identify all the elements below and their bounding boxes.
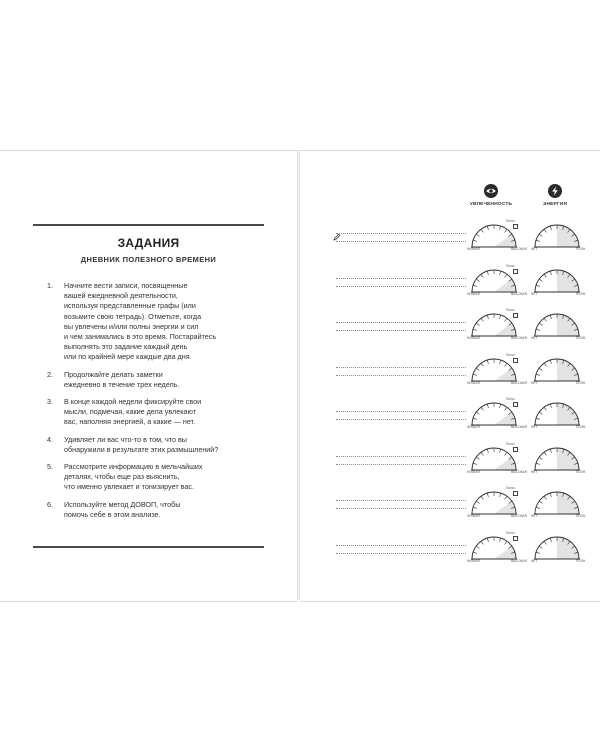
flow-label: Поток <box>506 263 515 268</box>
flow-label: Поток <box>506 352 515 357</box>
step-text: Используйте метод ДОВОП, чтобы помочь себе в этом анализе. <box>64 499 181 519</box>
energy-low-label: НЕТ <box>531 558 538 563</box>
energy-high-label: ПОЛН. <box>576 336 587 340</box>
step-number: 2. <box>47 369 53 379</box>
entry-row <box>300 258 600 298</box>
energy-high-label: ПОЛН. <box>576 291 587 296</box>
flow-checkbox[interactable] <box>513 269 518 274</box>
entry-row <box>300 525 600 565</box>
page-subtitle: ДНЕВНИК ПОЛЕЗНОГО ВРЕМЕНИ <box>80 255 217 264</box>
energy-high-label: ПОЛН. <box>576 247 587 251</box>
flow-checkbox[interactable] <box>513 491 518 496</box>
step-text: Рассмотрите информацию в мельчайших деталях, чтобы еще раз выяснить, что именно увлекает и тонизирует вас. <box>64 462 203 492</box>
flow-checkbox[interactable] <box>513 536 518 541</box>
flow-label: Поток <box>506 530 515 535</box>
energy-low-label: НЕТ <box>531 469 538 474</box>
energy-gauge[interactable] <box>529 219 585 251</box>
entry-line[interactable] <box>336 241 466 242</box>
energy-gauge[interactable] <box>529 531 585 563</box>
engagement-high-label: ВЫСОКАЯ <box>511 558 527 563</box>
engagement-gauge[interactable] <box>466 397 527 429</box>
step-number: 3. <box>47 397 53 407</box>
energy-high-label: ПОЛН. <box>576 558 587 563</box>
entry-row <box>300 391 600 431</box>
entry-line[interactable] <box>336 286 466 287</box>
top-divider <box>33 224 264 226</box>
flow-checkbox[interactable] <box>513 313 518 318</box>
engagement-high-label: ВЫСОКАЯ <box>511 336 527 340</box>
engagement-high-label: ВЫСОКАЯ <box>511 514 527 518</box>
step-text: Удивляет ли вас что-то в том, что вы обнаружили в результате этих размышлений? <box>64 434 219 454</box>
entry-line[interactable] <box>336 508 466 509</box>
step-item <box>47 397 272 428</box>
bottom-divider <box>33 546 264 548</box>
step-number: 1. <box>47 281 53 290</box>
step-item <box>47 462 272 493</box>
engagement-low-label: НИЗКАЯ <box>467 247 480 251</box>
engagement-gauge[interactable] <box>466 219 527 251</box>
engagement-low-label: НИЗКАЯ <box>467 425 480 429</box>
entry-line[interactable] <box>336 500 466 501</box>
entry-row <box>300 302 600 342</box>
engagement-low-label: НИЗКАЯ <box>467 514 480 518</box>
energy-high-label: ПОЛН. <box>576 425 587 429</box>
energy-low-label: НЕТ <box>531 336 538 340</box>
entry-row <box>300 436 600 476</box>
step-item <box>47 500 272 520</box>
step-text: В конце каждой недели фиксируйте свои мысли, подмечая, какие дела увлекают вас, наполняя энергией, а какие — нет. <box>64 397 202 427</box>
entry-row <box>300 347 600 387</box>
engagement-gauge[interactable] <box>466 352 527 385</box>
flow-label: Поток <box>506 397 515 401</box>
eye-icon <box>484 184 498 203</box>
step-text: Продолжайте делать заметки ежедневно в течение трех недель. <box>64 369 180 389</box>
energy-gauge[interactable] <box>529 397 585 429</box>
entry-row <box>300 213 600 253</box>
energy-gauge[interactable] <box>529 442 585 474</box>
entry-line[interactable] <box>336 456 466 457</box>
entry-line[interactable] <box>336 464 466 465</box>
step-item <box>47 370 272 390</box>
steps-list <box>47 281 272 527</box>
entry-line[interactable] <box>336 419 466 420</box>
engagement-gauge[interactable] <box>466 530 527 563</box>
entry-line[interactable] <box>336 553 466 554</box>
energy-low-label: НЕТ <box>531 247 538 251</box>
entry-line[interactable] <box>336 322 466 323</box>
page-title: ЗАДАНИЯ <box>117 236 180 250</box>
energy-high-label: ПОЛН. <box>576 514 587 518</box>
step-text: Начните вести записи, посвященные вашей ежедневной деятельности, используя представленные графы (или возьмите свою тетрадь). Отметьте, когда вы увлечены и/или полны энергии и сил и чем занимались в это время. Постарайтесь выполнять это задание каждый день или по крайней мере каждые два дня. <box>64 281 217 362</box>
entry-line[interactable] <box>336 233 466 234</box>
engagement-gauge[interactable] <box>466 486 527 518</box>
flow-label: Поток <box>506 219 515 223</box>
energy-gauge[interactable] <box>529 264 585 296</box>
entry-row <box>300 480 600 520</box>
engagement-low-label: НИЗКАЯ <box>467 380 480 385</box>
engagement-low-label: НИЗКАЯ <box>467 469 480 474</box>
flow-label: Поток <box>506 308 515 312</box>
entry-line[interactable] <box>336 278 466 279</box>
energy-gauge[interactable] <box>529 486 585 518</box>
step-number: 6. <box>47 499 53 509</box>
energy-low-label: НЕТ <box>531 425 538 429</box>
entry-line[interactable] <box>336 330 466 331</box>
right-page <box>300 150 600 602</box>
energy-high-label: ПОЛН. <box>576 380 587 385</box>
flow-checkbox[interactable] <box>513 402 518 407</box>
flow-checkbox[interactable] <box>513 358 518 363</box>
entry-line[interactable] <box>336 375 466 376</box>
flow-checkbox[interactable] <box>513 447 518 452</box>
energy-gauge[interactable] <box>529 353 585 385</box>
engagement-low-label: НИЗКАЯ <box>467 336 480 340</box>
energy-low-label: НЕТ <box>531 291 538 296</box>
energy-high-label: ПОЛН. <box>576 469 587 474</box>
entry-line[interactable] <box>336 545 466 546</box>
entry-line[interactable] <box>336 367 466 368</box>
energy-low-label: НЕТ <box>531 380 538 385</box>
flow-label: Поток <box>506 486 515 490</box>
step-number: 5. <box>47 462 53 472</box>
entry-line[interactable] <box>336 411 466 412</box>
engagement-gauge[interactable] <box>466 308 527 340</box>
left-page <box>0 150 297 602</box>
engagement-high-label: ВЫСОКАЯ <box>511 425 527 429</box>
energy-low-label: НЕТ <box>531 514 538 518</box>
engagement-low-label: НИЗКАЯ <box>467 558 480 563</box>
engagement-low-label: НИЗКАЯ <box>467 291 480 296</box>
energy-header-label: ЭНЕРГИЯ <box>542 202 568 207</box>
flow-label: Поток <box>506 441 515 446</box>
energy-gauge[interactable] <box>529 308 585 340</box>
engagement-gauge[interactable] <box>466 441 527 474</box>
engagement-high-label: ВЫСОКАЯ <box>511 380 527 385</box>
engagement-high-label: ВЫСОКАЯ <box>511 247 527 251</box>
engagement-high-label: ВЫСОКАЯ <box>511 469 527 474</box>
step-item <box>47 281 272 363</box>
flow-checkbox[interactable] <box>513 224 518 229</box>
step-number: 4. <box>47 434 53 444</box>
engagement-header-label: УВЛЕЧЕННОСТЬ <box>469 202 513 207</box>
engagement-gauge[interactable] <box>466 263 527 296</box>
engagement-high-label: ВЫСОКАЯ <box>511 291 527 296</box>
lightning-icon <box>548 184 562 203</box>
step-item <box>47 435 272 455</box>
